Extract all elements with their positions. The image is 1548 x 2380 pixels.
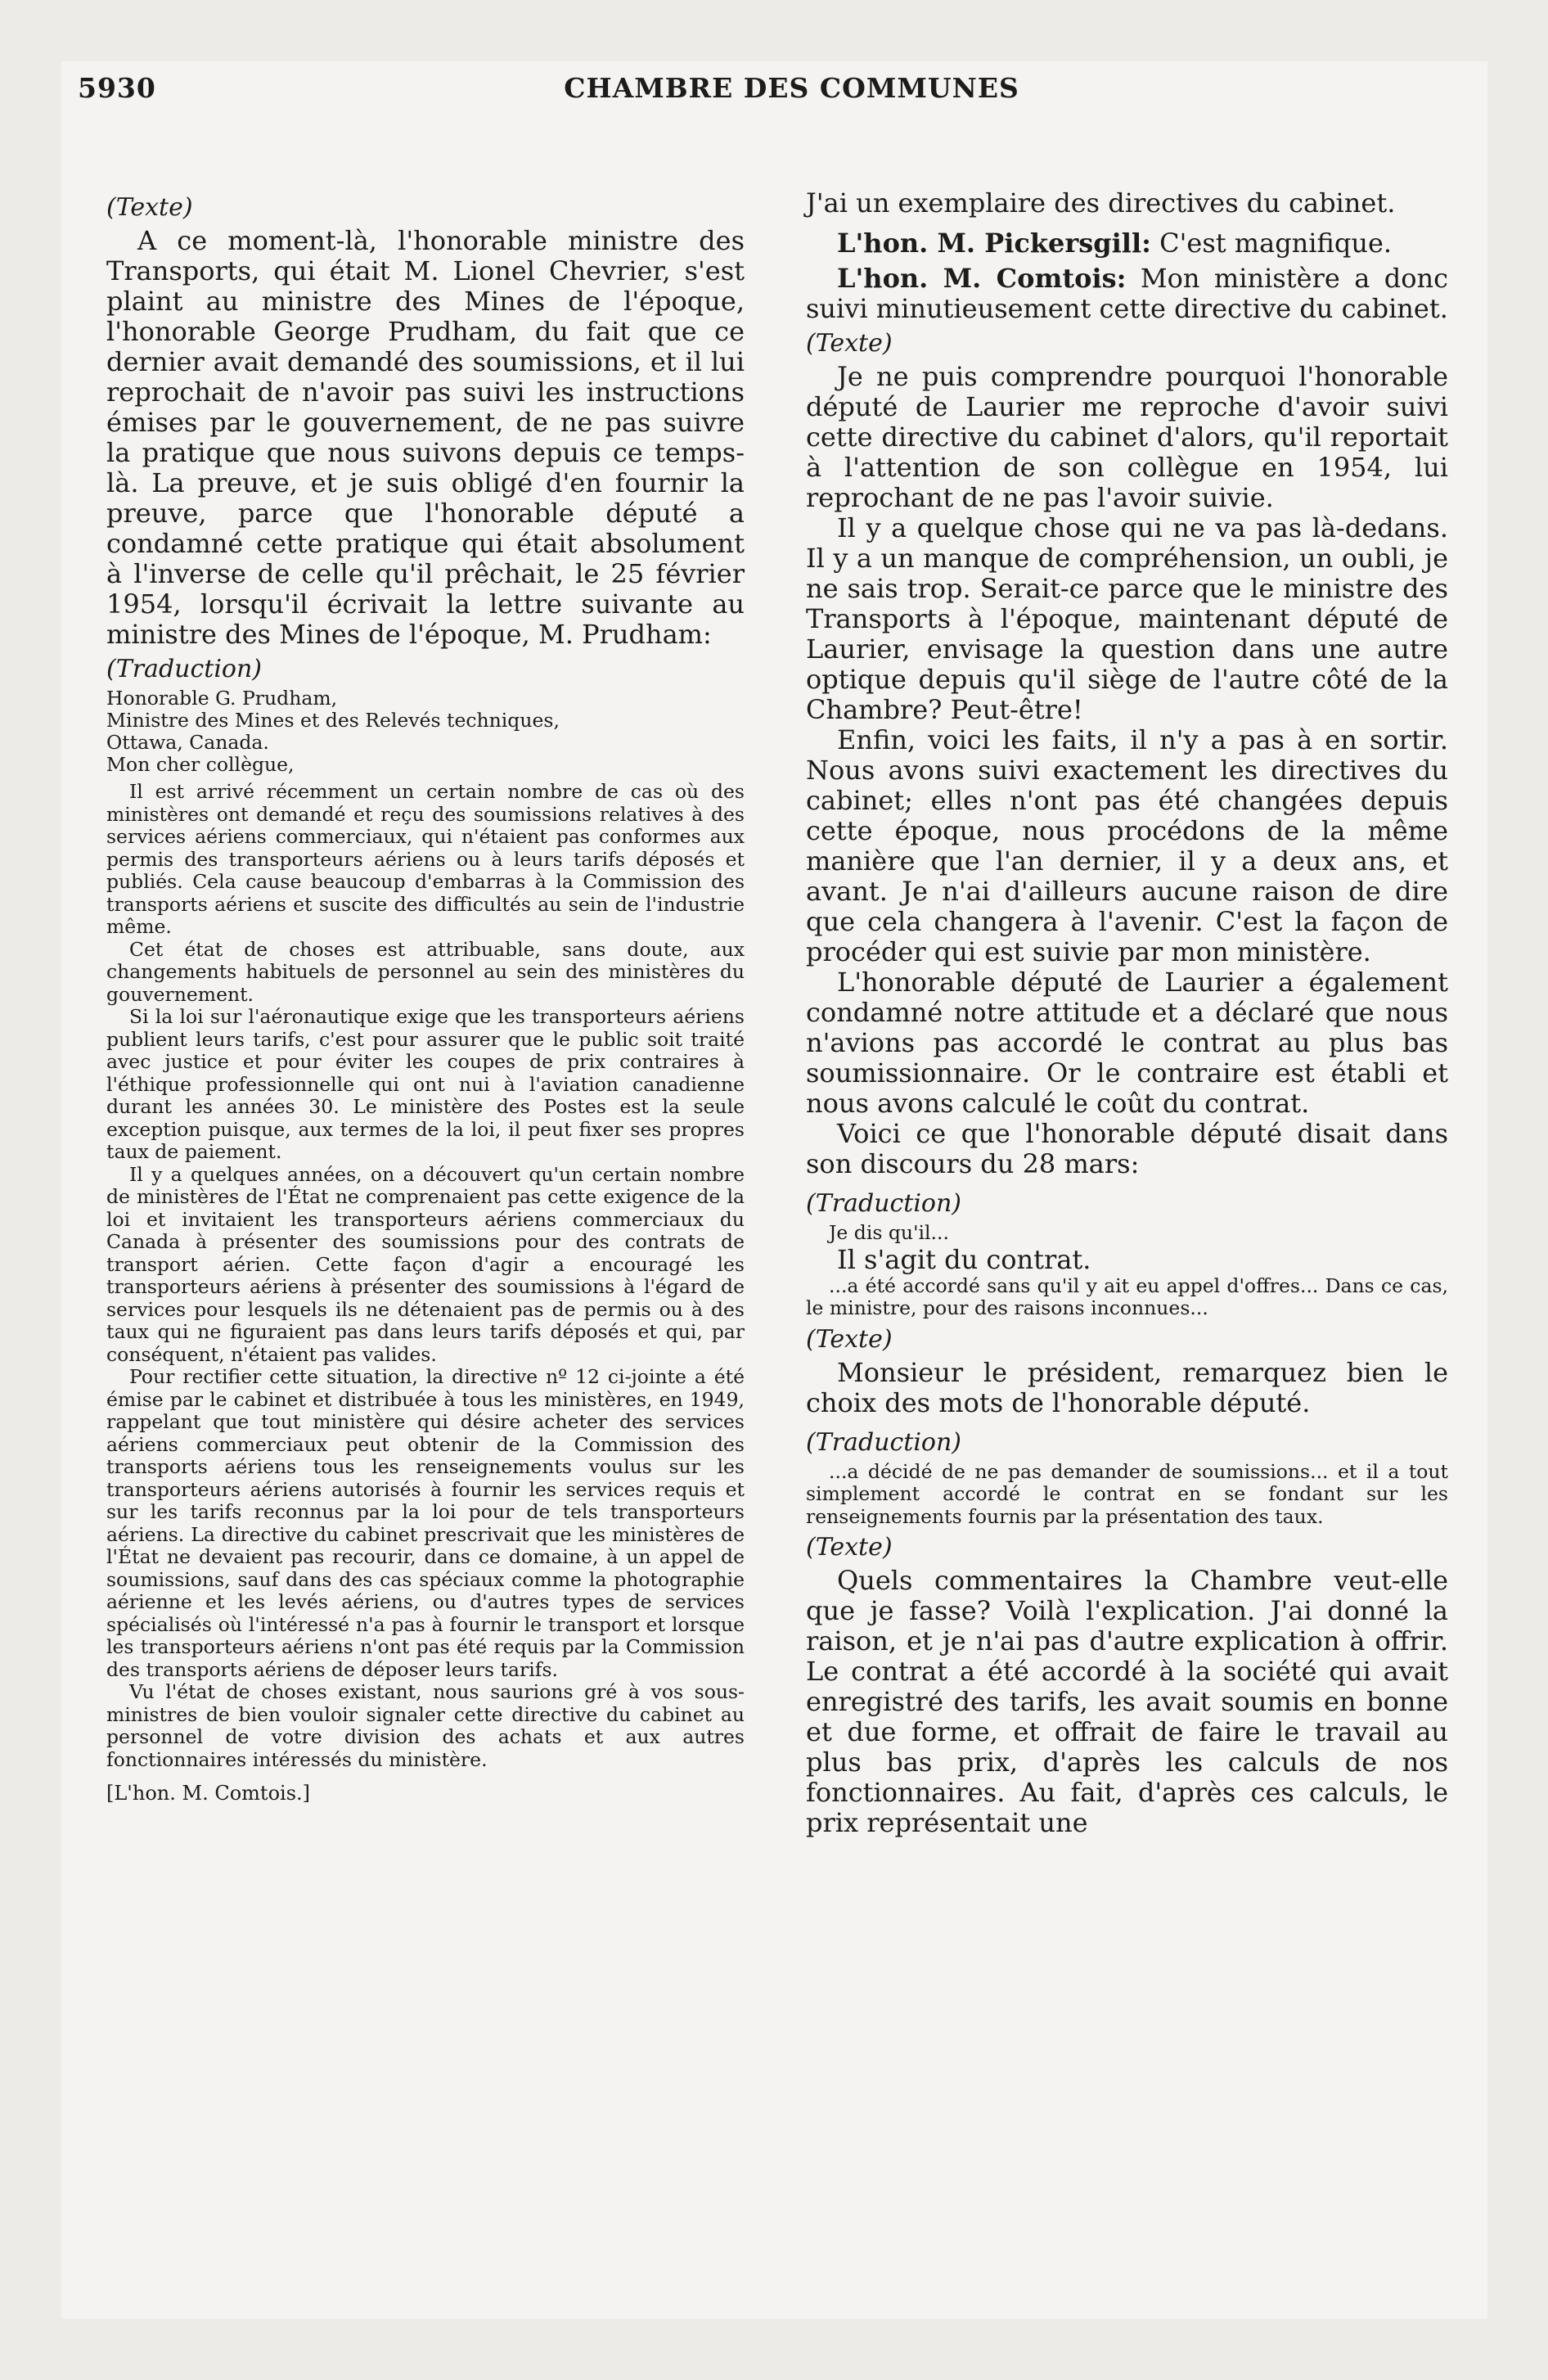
quoted-passage: Je dis qu'il... — [829, 1221, 949, 1244]
paragraph: J'ai un exemplaire des directives du cabinet. — [806, 187, 1396, 219]
quoted-passage: ...a été accordé sans qu'il y ait eu appel d'offres... Dans ce cas, le ministre, pour des raisons inconnues... — [806, 1273, 1448, 1319]
section-label: (Traduction) — [806, 1427, 962, 1457]
paragraph: Il y a quelque chose qui ne va pas là-dedans. Il y a un manque de compréhension, un oubli, je ne sais trop. Serait-ce parce que le ministre des Transports à l'époque, maintenant député de Laurier, envisage la question dans une autre optique depuis qu'il siège de l'autre côté de la Chambre? Peut-être! — [806, 512, 1448, 725]
letter-paragraph: Cet état de choses est attribuable, sans doute, aux changements habituels de personnel au sein des ministères du gouvernement. — [106, 937, 745, 1006]
letter-paragraph: Pour rectifier cette situation, la directive nº 12 ci-jointe a été émise par le cabinet et distribuée à tous les ministères, en 1949, rappelant que tout ministère qui désire acheter des services aériens commerciaux peut obtenir de la Commission des transports aériens tous les renseignements voulus sur les transporteurs aériens autorisés à fournir les services requis et sur les tarifs reconnus par la loi pour de tels transporteurs aériens. La directive du cabinet prescrivait que les ministères de l'État ne devaient pas recourir, dans ce domaine, à un appel de soumissions, sauf dans des cas spéciaux comme la photographie aérienne et les levés aériens, ou d'autres types de services spécialisés où l'intéressé n'a pas à fournir le transport et lorsque les transporteurs aériens n'ont pas été requis par la Commission des transports aériens de déposer leurs tarifs. — [106, 1365, 745, 1681]
speech-text: C'est magnifique. — [1150, 228, 1393, 259]
left-column — [106, 188, 745, 1805]
paragraph: Monsieur le président, remarquez bien le choix des mots de l'honorable député. — [806, 1356, 1448, 1418]
section-label: (Texte) — [106, 193, 193, 222]
letter-address-line: Ministre des Mines et des Relevés techniques, — [106, 709, 560, 732]
speech-paragraph — [806, 228, 1448, 259]
section-label: (Texte) — [806, 1533, 893, 1562]
letter-address-line: Honorable G. Prudham, — [106, 687, 338, 710]
letter-paragraph: Vu l'état de choses existant, nous saurions gré à vos sous-ministres de bien vouloir signaler cette directive du cabinet au personnel de votre division des achats et aux autres fonctionnaires intéressés du ministère. — [106, 1680, 745, 1771]
speaker-name: L'hon. M. Pickersgill: — [837, 228, 1151, 259]
paragraph: L'honorable député de Laurier a également condamné notre attitude et a déclaré que nous n'avions pas accordé le contrat au plus bas soumissionnaire. Or le contraire est établi et nous avons calculé le coût du contrat. — [806, 967, 1448, 1119]
section-label: (Traduction) — [806, 1189, 962, 1218]
paragraph: Je ne puis comprendre pourquoi l'honorable député de Laurier me reproche d'avoir suivi cette directive du cabinet d'alors, qu'il reportait à l'attention de son collègue en 1954, lui reprochant de ne pas l'avoir suivie. — [806, 361, 1448, 513]
page-header — [78, 72, 1505, 113]
paragraph: Voici ce que l'honorable député disait dans son discours du 28 mars: — [806, 1118, 1448, 1179]
speech-text: Mon ministère a donc suivi minutieusement cette directive du cabinet. — [806, 263, 1448, 324]
letter-address-line: Ottawa, Canada. — [106, 731, 269, 754]
section-label: (Texte) — [806, 1324, 893, 1354]
section-label: (Texte) — [806, 329, 893, 358]
paragraph: A ce moment-là, l'honorable ministre des Transports, qui était M. Lionel Chevrier, s'est plaint au ministre des Mines de l'époque, l'honorable George Prudham, du fait que ce dernier avait demandé des soumissions, et il lui reprochait de n'avoir pas suivi les instructions émises par le gouvernement, de ne pas suivre la pratique que nous suivons depuis ce temps-là. La preuve, et je suis obligé d'en fournir la preuve, parce que l'honorable député a condamné cette pratique qui était absolument à l'inverse de celle qu'il prêchait, le 25 février 1954, lorsqu'il écrivait la lettre suivante au ministre des Mines de l'époque, M. Prudham: — [106, 225, 745, 650]
letter-salutation: Mon cher collègue, — [106, 753, 295, 776]
paragraph: Quels commentaires la Chambre veut-elle que je fasse? Voilà l'explication. J'ai donné la raison, et je n'ai pas d'autre explication à offrir. Le contrat a été accordé à la société qui avait enregistré des tarifs, les avait soumis en bonne et due forme, et offrait de faire le travail au plus bas prix, d'après les calculs de nos fonctionnaires. Au fait, d'après ces calculs, le prix représentait une — [806, 1565, 1448, 1838]
speech-paragraph — [806, 264, 1448, 324]
paragraph: Enfin, voici les faits, il n'y a pas à en sortir. Nous avons suivi exactement les directives du cabinet; elles n'ont pas été changées depuis cette époque, nous procédons de la même manière que l'an dernier, il y a deux ans, et avant. Je n'ai d'ailleurs aucune raison de dire que cela changera à l'avenir. C'est la façon de procéder qui est suivie par mon ministère. — [806, 724, 1448, 967]
paragraph: Il s'agit du contrat. — [837, 1243, 1091, 1275]
running-head: CHAMBRE DES COMMUNES — [564, 72, 1019, 104]
letter-paragraph: Si la loi sur l'aéronautique exige que les transporteurs aériens publient leurs tarifs, c'est pour assurer que le public soit traité avec justice et pour éviter les coupes de prix contraires à l'éthique professionnelle qui ont nui à l'aviation canadienne durant les années 30. Le ministère des Postes est la seule exception puisque, aux termes de la loi, il peut fixer ses propres taux de paiement. — [106, 1005, 745, 1163]
section-label: (Traduction) — [106, 655, 263, 683]
speaker-name: L'hon. M. Comtois: — [837, 263, 1127, 294]
speaker-attribution: [L'hon. M. Comtois.] — [106, 1782, 310, 1805]
letter-paragraph: Il est arrivé récemment un certain nombre de cas où des ministères ont demandé et reçu des soumissions relatives à des services aériens commerciaux, qui n'étaient pas conformes aux permis des transporteurs aériens ou à leurs tarifs déposés et publiés. Cela cause beaucoup d'embarras à la Commission des transports aériens et suscite des difficultés au sein de l'industrie même. — [106, 780, 745, 938]
right-column — [806, 188, 1448, 1838]
page-number: 5930 — [78, 72, 156, 104]
quoted-passage: ...a décidé de ne pas demander de soumissions... et il a tout simplement accordé le contrat en se fondant sur les renseignements fournis par la présentation des taux. — [806, 1459, 1448, 1528]
letter-paragraph: Il y a quelques années, on a découvert qu'un certain nombre de ministères de l'État ne comprenaient pas cette exigence de la loi et invitaient les transporteurs aériens commerciaux du Canada à présenter des soumissions pour des contrats de transport aérien. Cette façon d'agir a encouragé les transporteurs aériens à présenter des soumissions à l'égard de services pour lesquels ils ne détenaient pas de permis ou à des taux qui ne figuraient pas dans leurs tarifs déposés et qui, par conséquent, n'étaient pas valides. — [106, 1162, 745, 1366]
